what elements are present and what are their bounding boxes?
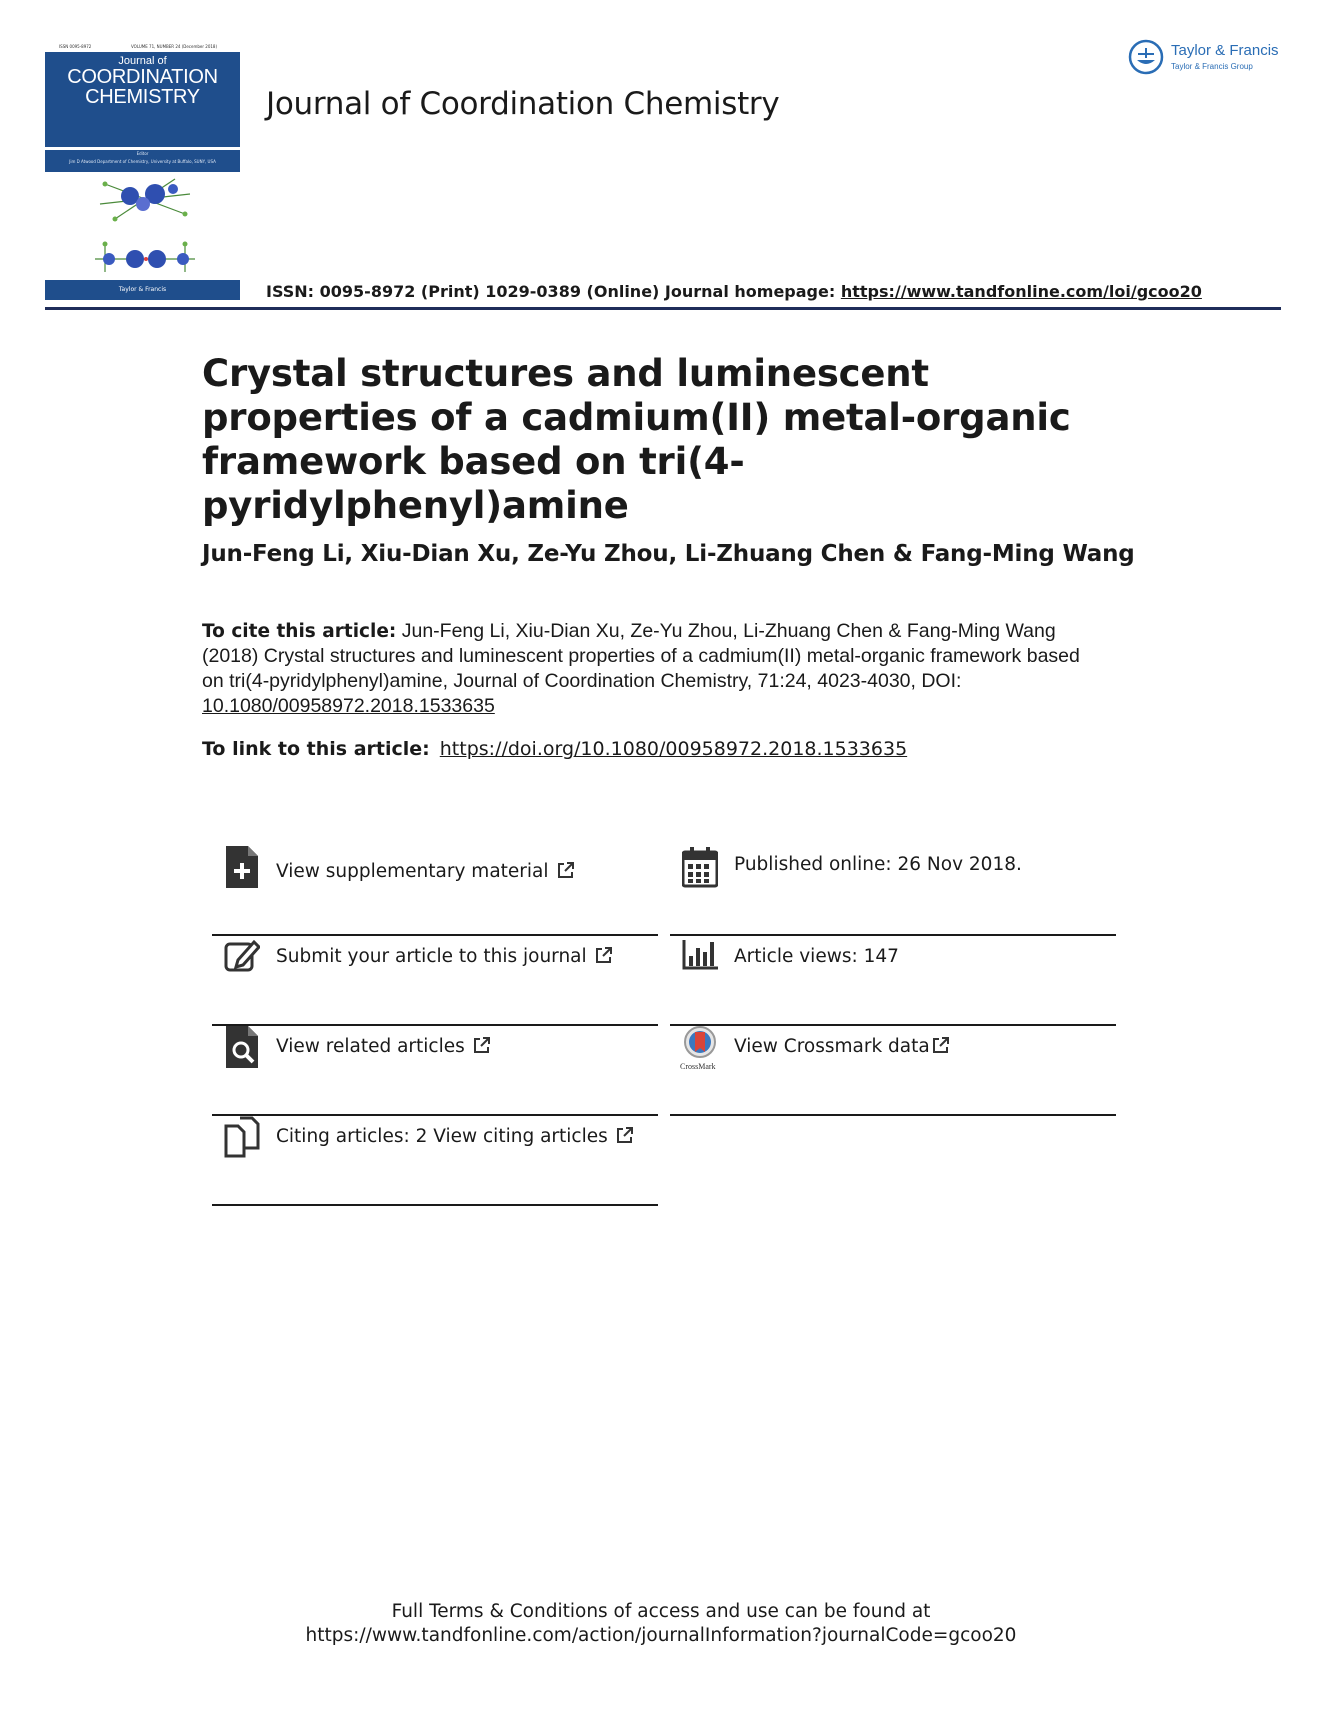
- external-link-icon: [595, 946, 613, 964]
- molecule-illustration: [85, 174, 205, 274]
- cover-title-band: [45, 52, 240, 147]
- article-doi-link[interactable]: https://doi.org/10.1080/00958972.2018.1533635: [439, 738, 908, 760]
- issn-line: [266, 282, 1202, 301]
- article-views-item: [670, 936, 1116, 1026]
- cover-editor-label: Editor: [136, 151, 149, 156]
- cover-publisher-badge: Taylor & Francis: [45, 280, 240, 300]
- publisher-logo: [1127, 38, 1287, 78]
- edit-icon: [224, 936, 260, 978]
- supplementary-label: View supplementary material: [276, 861, 575, 882]
- crossmark-badge-text: CrossMark: [680, 1062, 716, 1071]
- header-divider: [45, 307, 1281, 310]
- submit-label: Submit your article to this journal: [276, 946, 613, 967]
- cover-issn: ISSN 0095-8972: [59, 44, 92, 49]
- citing-label: Citing articles: 2 View citing articles: [276, 1126, 634, 1147]
- supplementary-material-item[interactable]: [212, 846, 658, 936]
- external-link-icon: [616, 1126, 634, 1144]
- divider: [212, 1204, 658, 1206]
- divider: [670, 1114, 1116, 1116]
- cover-line1: Journal of: [118, 55, 167, 67]
- journal-title: Journal of Coordination Chemistry: [266, 86, 780, 122]
- documents-icon: [224, 1116, 260, 1158]
- footer-terms-link[interactable]: https://www.tandfonline.com/action/journalInformation?journalCode=gcoo20: [305, 1625, 1017, 1646]
- article-title: Crystal structures and luminescent properties of a cadmium(II) metal-organic framework based on tri(4-pyridylphenyl)amine: [202, 352, 1071, 527]
- article-authors: Jun-Feng Li, Xiu-Dian Xu, Ze-Yu Zhou, Li-Zhuang Chen & Fang-Ming Wang: [202, 541, 1135, 567]
- publisher-group: Taylor & Francis Group: [1171, 62, 1253, 71]
- published-online-item: [670, 846, 1116, 936]
- publisher-name: Taylor & Francis: [1171, 42, 1279, 59]
- citation-doi-link[interactable]: 10.1080/00958972.2018.1533635: [202, 695, 495, 717]
- external-link-icon: [557, 861, 575, 879]
- crossmark-label: View Crossmark data: [734, 1036, 950, 1057]
- calendar-icon: [682, 846, 718, 888]
- footer: [0, 1600, 1322, 1648]
- crossmark-item[interactable]: [670, 1026, 1116, 1116]
- external-link-icon: [473, 1036, 491, 1054]
- views-label: Article views: 147: [734, 946, 899, 967]
- related-articles-item[interactable]: [212, 1026, 658, 1116]
- cover-line3: CHEMISTRY: [85, 86, 200, 108]
- cover-volume: VOLUME 71, NUMBER 24 (December 2018): [131, 44, 218, 49]
- citation-label: To cite this article:: [202, 621, 397, 642]
- submit-article-item[interactable]: [212, 936, 658, 1026]
- citing-articles-item[interactable]: [212, 1116, 658, 1206]
- related-label: View related articles: [276, 1036, 491, 1057]
- citation-text: Jun-Feng Li, Xiu-Dian Xu, Ze-Yu Zhou, Li-Zhuang Chen & Fang-Ming Wang (2018) Crystal structures and luminescent properties of a cadmium(II) metal-organic framework based on tri(4-pyridylphenyl)amine, Journal of Coordination Chemistry, 71:24, 4023-4030, DOI:: [202, 620, 1080, 692]
- article-link-line: [202, 738, 907, 760]
- journal-cover-image: [45, 42, 240, 300]
- taylor-francis-logo-icon: [1127, 38, 1165, 76]
- article-link-label: To link to this article:: [202, 738, 430, 760]
- cover-editor-text: Jim D Atwood Department of Chemistry, University at Buffalo, SUNY, USA: [69, 159, 216, 164]
- cover-line2: COORDINATION: [67, 66, 218, 88]
- footer-terms-text: Full Terms & Conditions of access and use can be found at: [391, 1601, 931, 1622]
- external-link-icon: [932, 1036, 950, 1054]
- bar-chart-icon: [682, 936, 718, 978]
- cover-top-strip: [45, 42, 240, 51]
- journal-homepage-link[interactable]: https://www.tandfonline.com/loi/gcoo20: [840, 282, 1202, 301]
- search-document-icon: [224, 1026, 260, 1068]
- cover-editor-strip: [45, 150, 240, 172]
- citation-block: [202, 619, 1102, 719]
- issn-text: ISSN: 0095-8972 (Print) 1029-0389 (Online) Journal homepage:: [266, 282, 841, 301]
- published-label: Published online: 26 Nov 2018.: [734, 854, 1022, 875]
- file-plus-icon: [224, 846, 260, 888]
